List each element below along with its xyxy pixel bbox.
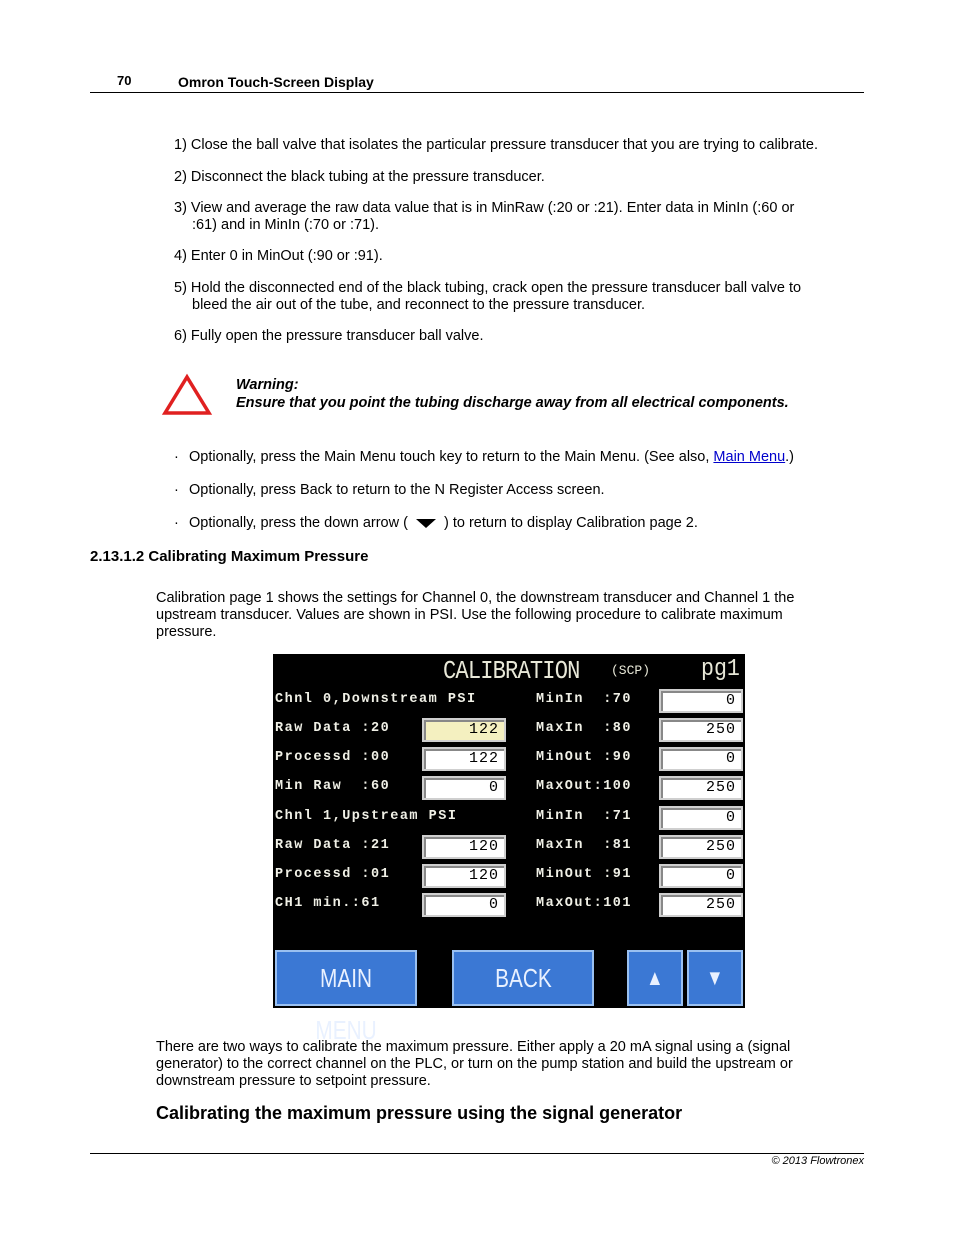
down-arrow-icon: ▼ bbox=[706, 965, 724, 990]
main-menu-link[interactable]: Main Menu bbox=[713, 449, 786, 465]
intro-paragraph: Calibration page 1 shows the settings for Channel 0, the downstream transducer and Channel 1 the upstream transducer. Values are shown in PSI. Use the following procedure to calibrate maximum pressure. bbox=[156, 590, 795, 640]
min-raw-60-field[interactable]: 0 bbox=[422, 776, 506, 800]
minout-90-field[interactable]: 0 bbox=[659, 747, 743, 771]
step-2: 2) Disconnect the black tubing at the pressure transducer. bbox=[174, 169, 545, 185]
footer-rule bbox=[90, 1153, 864, 1154]
down-arrow-icon bbox=[415, 518, 437, 529]
step-1: 1) Close the ball valve that isolates the particular pressure transducer that you are trying to calibrate. bbox=[174, 137, 818, 153]
maxin-80-field[interactable]: 250 bbox=[659, 718, 743, 742]
row-label: MinIn :71 bbox=[536, 809, 633, 824]
row-label: MaxOut:101 bbox=[536, 896, 633, 911]
raw-data-21-field[interactable]: 120 bbox=[422, 835, 506, 859]
ch0-header: Chnl 0,Downstream PSI bbox=[275, 692, 477, 707]
bullet-back: · Optionally, press Back to return to the N Register Access screen. bbox=[174, 482, 605, 498]
row-label: Raw Data :21 bbox=[275, 838, 391, 853]
raw-data-20-field[interactable]: 122 bbox=[422, 718, 506, 742]
step-5: 5) Hold the disconnected end of the black tubing, crack open the pressure transducer ball valve to bleed the air out of the tube, and reconnect to the pressure transducer. bbox=[174, 280, 802, 313]
row-label: CH1 min.:61 bbox=[275, 896, 381, 911]
header-rule bbox=[90, 92, 864, 93]
calibration-screen bbox=[273, 654, 745, 1045]
row-label: MaxOut:100 bbox=[536, 779, 633, 794]
bullet-down-arrow: · Optionally, press the down arrow ( ) to return to display Calibration page 2. bbox=[174, 515, 698, 531]
page-number: 70 bbox=[117, 73, 132, 88]
hmi-page: pg1 bbox=[701, 656, 740, 683]
maxout-101-field[interactable]: 250 bbox=[659, 893, 743, 917]
row-label: Min Raw :60 bbox=[275, 779, 391, 794]
back-button[interactable]: BACK bbox=[452, 950, 594, 1006]
warning-title: Warning: bbox=[236, 377, 299, 393]
row-label: Processd :01 bbox=[275, 867, 391, 882]
maxout-100-field[interactable]: 250 bbox=[659, 776, 743, 800]
main-menu-button[interactable]: MAIN MENU bbox=[275, 950, 417, 1006]
section-heading: 2.13.1.2 Calibrating Maximum Pressure bbox=[90, 548, 369, 565]
minin-70-field[interactable]: 0 bbox=[659, 689, 743, 713]
step-6: 6) Fully open the pressure transducer ball valve. bbox=[174, 328, 484, 344]
minin-71-field[interactable]: 0 bbox=[659, 806, 743, 830]
row-label: MinOut :90 bbox=[536, 750, 633, 765]
minout-91-field[interactable]: 0 bbox=[659, 864, 743, 888]
up-arrow-button[interactable] bbox=[627, 950, 683, 1006]
footer-copyright: © 2013 Flowtronex bbox=[771, 1155, 864, 1167]
hmi-title: CALIBRATION bbox=[443, 656, 580, 686]
step-3: 3) View and average the raw data value that is in MinRaw (:20 or :21). Enter data in MinIn (:60 or :61) and in MinIn (:70 or :71). bbox=[174, 200, 795, 233]
ch1-header: Chnl 1,Upstream PSI bbox=[275, 809, 458, 824]
bullet-main-menu: · Optionally, press the Main Menu touch key to return to the Main Menu. (See also, Main Menu.) bbox=[174, 449, 795, 465]
warning-triangle-icon bbox=[162, 374, 212, 416]
processd-00-field[interactable]: 122 bbox=[422, 747, 506, 771]
row-label: MinOut :91 bbox=[536, 867, 633, 882]
up-arrow-icon: ▲ bbox=[646, 965, 664, 990]
ch1-min-61-field[interactable]: 0 bbox=[422, 893, 506, 917]
maxin-81-field[interactable]: 250 bbox=[659, 835, 743, 859]
subheading: Calibrating the maximum pressure using the signal generator bbox=[156, 1103, 683, 1123]
row-label: Processd :00 bbox=[275, 750, 391, 765]
running-header-title: Omron Touch-Screen Display bbox=[178, 74, 374, 90]
down-arrow-button[interactable] bbox=[687, 950, 743, 1006]
row-label: MaxIn :81 bbox=[536, 838, 633, 853]
row-label: Raw Data :20 bbox=[275, 721, 391, 736]
step-4: 4) Enter 0 in MinOut (:90 or :91). bbox=[174, 248, 383, 264]
warning-body: Ensure that you point the tubing discharge away from all electrical components. bbox=[236, 395, 789, 411]
row-label: MinIn :70 bbox=[536, 692, 633, 707]
hmi-scp: (SCP) bbox=[611, 663, 651, 678]
row-label: MaxIn :80 bbox=[536, 721, 633, 736]
processd-01-field[interactable]: 120 bbox=[422, 864, 506, 888]
method-paragraph: There are two ways to calibrate the maximum pressure. Either apply a 20 mA signal using a (signal generator) to the correct channel on the PLC, or turn on the pump station and build the upstream or downstream pressure to setpoint pressure. bbox=[156, 1039, 793, 1089]
